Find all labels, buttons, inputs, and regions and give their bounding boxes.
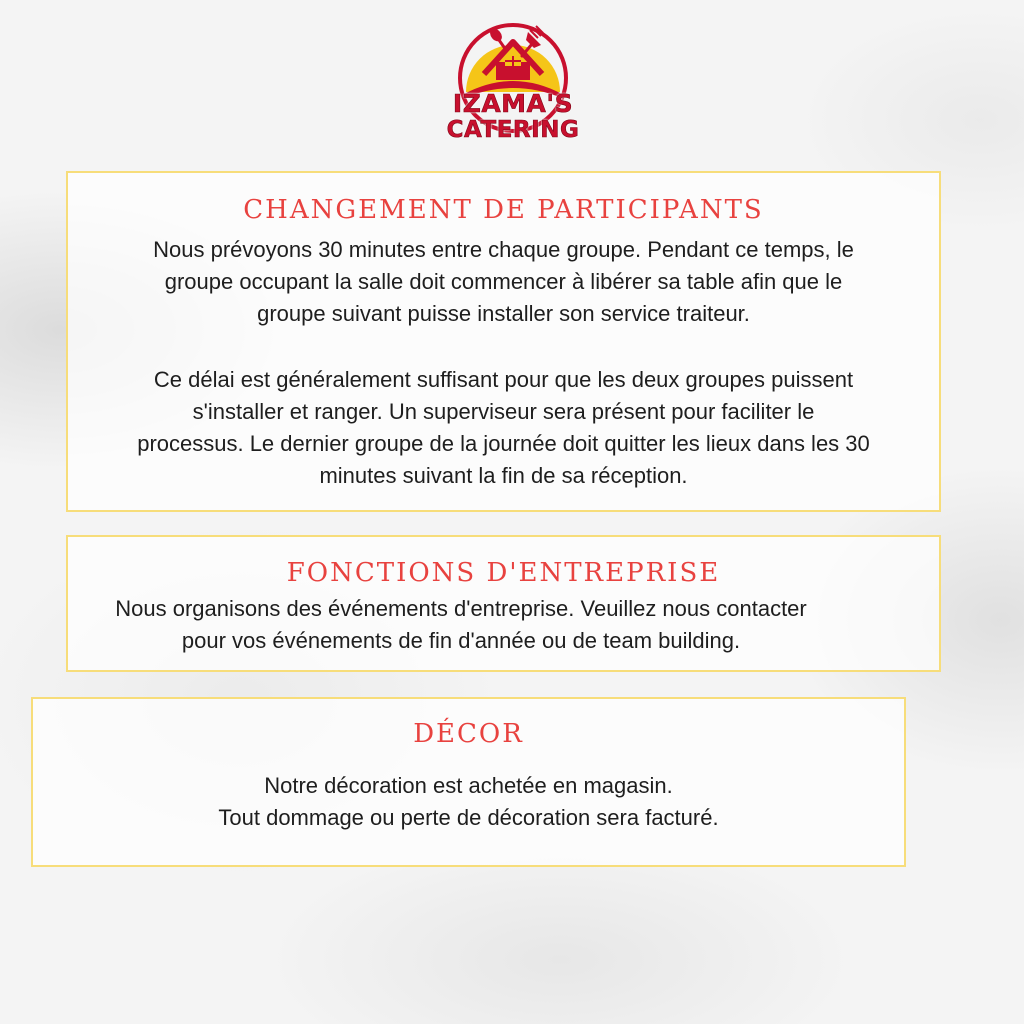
paragraph-line: s'installer et ranger. Un superviseur sera présent pour faciliter le [192, 399, 815, 424]
paragraph-line: groupe occupant la salle doit commencer à libérer sa table afin que le [164, 269, 843, 294]
section-decor [31, 697, 906, 867]
izamas-catering-logo [446, 18, 580, 148]
paragraph-line: pour vos événements de fin d'année ou de team building. [181, 628, 741, 653]
section-heading: FONCTIONS D'ENTREPRISE [286, 558, 721, 588]
logo-text-line1: IZAMA'S [452, 89, 574, 118]
paragraph-line: Nous organisons des événements d'entreprise. Veuillez nous contacter [115, 596, 807, 621]
section-paragraph [46, 593, 876, 657]
section-fonctions-entreprise [66, 535, 941, 672]
section-paragraph [33, 770, 904, 834]
paragraph-line: Ce délai est généralement suffisant pour que les deux groupes puissent [153, 367, 854, 392]
logo-text-line2: CATERING [446, 117, 580, 143]
paragraph-line: groupe suivant puisse installer son service traiteur. [257, 301, 750, 326]
paragraph-line: Nous prévoyons 30 minutes entre chaque groupe. Pendant ce temps, le [153, 237, 854, 262]
paragraph-line: processus. Le dernier groupe de la journée doit quitter les lieux dans les 30 [137, 431, 870, 456]
paragraph-line: Tout dommage ou perte de décoration sera facturé. [218, 805, 719, 830]
section-heading: CHANGEMENT DE PARTICIPANTS [243, 195, 764, 225]
section-paragraph [68, 364, 939, 492]
paragraph-line: minutes suivant la fin de sa réception. [319, 463, 688, 488]
section-heading: DÉCOR [413, 719, 524, 749]
paragraph-line: Notre décoration est achetée en magasin. [264, 773, 673, 798]
section-changement-participants [66, 171, 941, 512]
section-paragraph [68, 234, 939, 330]
